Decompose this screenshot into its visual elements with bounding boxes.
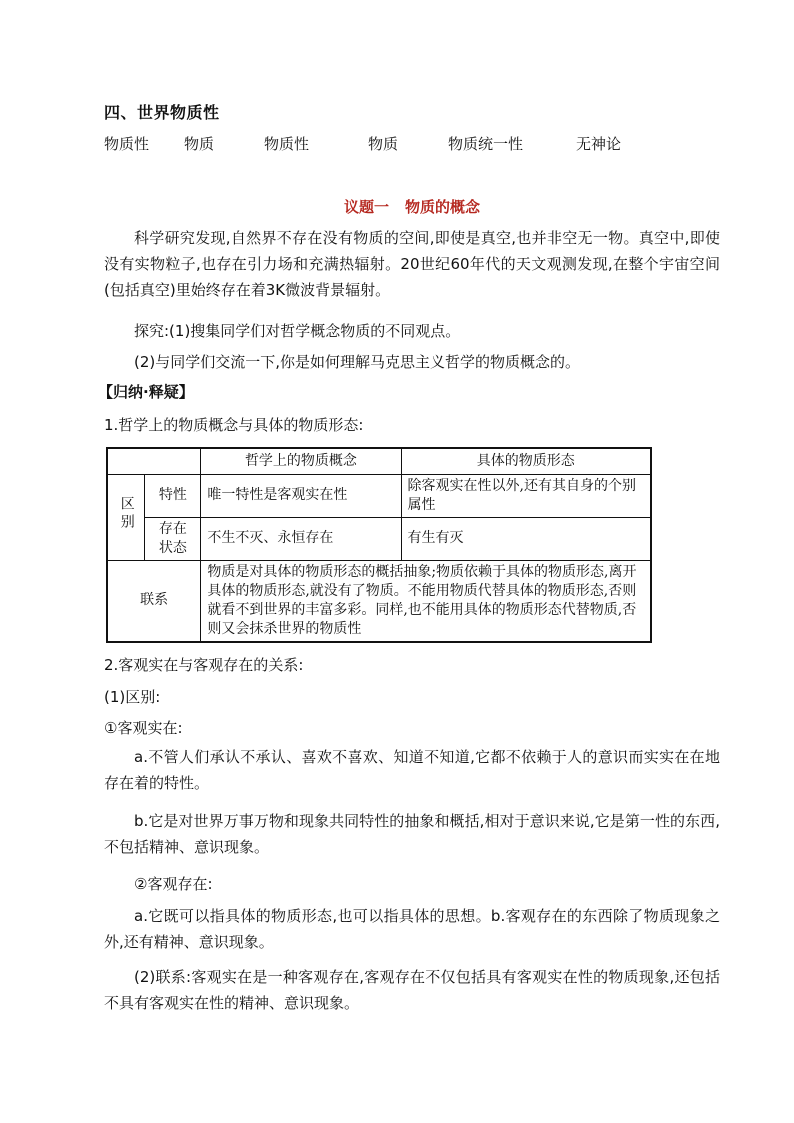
table-row — [107, 560, 651, 642]
relation-heading: 2.客观实在与客观存在的关系: — [104, 656, 304, 674]
table-cell: 有生有灭 — [401, 517, 651, 560]
diff-label: 区别 — [118, 496, 135, 532]
topic-number: 议题一 — [343, 198, 389, 216]
term: 物质性 — [264, 135, 310, 153]
table-corner-cell — [107, 448, 201, 474]
term: 物质统一性 — [448, 135, 524, 153]
reality-point-b: b.它是对世界万事万物和现象共同特性的抽象和概括,相对于意识来说,它是第一性的东西,不包括精神、意识现象。 — [104, 812, 720, 856]
summary-item-1: 1.哲学上的物质概念与具体的物质形态: — [104, 416, 364, 434]
existence-heading: ②客观存在: — [134, 875, 213, 893]
reality-heading: ①客观实在: — [104, 719, 183, 737]
row-label: 存在状态 — [145, 517, 201, 560]
table-header-philosophy: 哲学上的物质概念 — [201, 448, 401, 474]
link-text: 物质是对具体的物质形态的概括抽象;物质依赖于具体的物质形态,离开具体的物质形态,就没有了物质。不能用物质代替具体的物质形态,否则就看不到世界的丰富多彩。同样,也不能用具体的物质形态代替物质,否则又会抹杀世界的物质性 — [201, 560, 651, 642]
table-header-concrete: 具体的物质形态 — [401, 448, 651, 474]
row-label: 特性 — [145, 474, 201, 517]
explore-question-1: 探究:(1)搜集同学们对哲学概念物质的不同观点。 — [134, 322, 461, 340]
diff-label-cell — [107, 474, 145, 560]
table-row — [107, 517, 651, 560]
term: 物质 — [368, 135, 399, 153]
existence-text: a.它既可以指具体的物质形态,也可以指具体的思想。b.客观存在的东西除了物质现象之外,还有精神、意识现象。 — [104, 907, 720, 951]
relation-link: (2)联系:客观实在是一种客观存在,客观存在不仅包括具有客观实在性的物质现象,还包括不具有客观实在性的精神、意识现象。 — [104, 968, 720, 1012]
explore-question-2: (2)与同学们交流一下,你是如何理解马克思主义哲学的物质概念的。 — [134, 353, 581, 371]
term: 物质性 — [104, 135, 150, 153]
table-cell: 不生不灭、永恒存在 — [201, 517, 401, 560]
table-header-row — [107, 448, 651, 474]
intro-paragraph: 科学研究发现,自然界不存在没有物质的空间,即使是真空,也并非空无一物。真空中,即使没有实物粒子,也存在引力场和充满热辐射。20世纪60年代的天文观测发现,在整个宇宙空间(包括真空)里始终存在着3K微波背景辐射。 — [104, 229, 720, 299]
table-cell: 除客观实在性以外,还有其自身的个别属性 — [401, 474, 651, 517]
reality-point-a: a.不管人们承认不承认、喜欢不喜欢、知道不知道,它都不依赖于人的意识而实实在在地存在着的特性。 — [104, 748, 720, 792]
comparison-table — [106, 447, 652, 643]
table-row — [107, 474, 651, 517]
topic-title — [0, 196, 794, 217]
summary-heading: 【归纳·释疑】 — [98, 383, 194, 401]
term: 物质 — [184, 135, 215, 153]
difference-heading: (1)区别: — [104, 688, 161, 706]
section-heading: 四、世界物质性 — [104, 103, 220, 122]
term: 无神论 — [576, 135, 622, 153]
table-cell: 唯一特性是客观实在性 — [201, 474, 401, 517]
topic-name: 物质的概念 — [405, 198, 481, 216]
link-label: 联系 — [107, 560, 201, 642]
